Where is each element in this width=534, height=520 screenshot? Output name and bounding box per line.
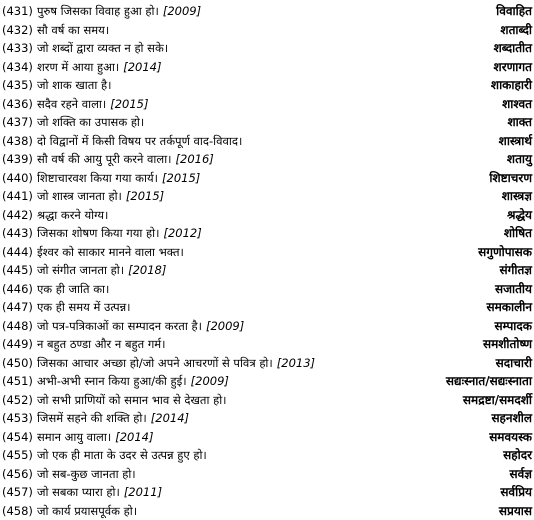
entry-number: (454) (2, 428, 33, 447)
entry-word: विवाहित (490, 2, 532, 21)
entry-text (2, 224, 202, 243)
entry-text (2, 335, 166, 354)
list-item (2, 428, 532, 447)
entry-number: (447) (2, 298, 33, 317)
entry-number: (439) (2, 150, 33, 169)
entry-text (2, 428, 153, 447)
entry-year: [2009] (206, 317, 244, 336)
entry-number: (449) (2, 335, 33, 354)
entry-word: श्रद्धेय (501, 206, 532, 225)
entry-word: सर्वप्रिय (494, 483, 532, 502)
entry-text (2, 280, 109, 299)
list-item (2, 465, 532, 484)
entry-word: शतायु (501, 150, 532, 169)
entry-definition: सौ वर्ष की आयु पूरी करने वाला। (37, 150, 172, 169)
entry-definition: जिसमें सहने की शक्ति हो। (37, 409, 147, 428)
entry-definition: जिसका शोषण किया गया हो। (37, 224, 160, 243)
entry-text (2, 446, 207, 465)
entry-word: शाक्त (501, 113, 532, 132)
entry-list (2, 2, 532, 520)
entry-number: (453) (2, 409, 33, 428)
list-item (2, 483, 532, 502)
list-item (2, 150, 532, 169)
list-item (2, 409, 532, 428)
entry-number: (458) (2, 502, 33, 520)
list-item (2, 224, 532, 243)
entry-text (2, 483, 162, 502)
entry-word: सजातीय (489, 280, 532, 299)
list-item (2, 2, 532, 21)
entry-number: (438) (2, 132, 33, 151)
entry-number: (432) (2, 21, 33, 40)
list-item (2, 95, 532, 114)
entry-year: [2009] (191, 372, 229, 391)
entry-definition: जो शास्त्र जानता हो। (37, 187, 122, 206)
list-item (2, 317, 532, 336)
entry-word: सगुणोपासक (472, 243, 532, 262)
entry-definition: अभी-अभी स्नान किया हुआ/की हुई। (37, 372, 187, 391)
entry-year: [2015] (110, 95, 148, 114)
entry-definition: जो शब्दों द्वारा व्यक्त न हो सके। (37, 39, 168, 58)
entry-number: (433) (2, 39, 33, 58)
entry-text (2, 261, 166, 280)
list-item (2, 354, 532, 373)
entry-word: समद्रष्टा/समदर्शी (457, 391, 532, 410)
entry-text (2, 391, 227, 410)
list-item (2, 187, 532, 206)
entry-word: सर्वज्ञ (504, 465, 532, 484)
entry-definition: ईश्वर को साकार मानने वाला भक्त। (37, 243, 184, 262)
entry-number: (431) (2, 2, 33, 21)
entry-word: समकालीन (480, 298, 532, 317)
entry-word: शाकाहारी (485, 76, 532, 95)
list-item (2, 113, 532, 132)
entry-text (2, 132, 242, 151)
entry-text (2, 354, 315, 373)
list-item (2, 502, 532, 520)
entry-definition: समान आयु वाला। (37, 428, 111, 447)
entry-word: सप्रयास (493, 502, 532, 520)
entry-text (2, 187, 164, 206)
entry-number: (443) (2, 224, 33, 243)
entry-number: (435) (2, 76, 33, 95)
entry-number: (452) (2, 391, 33, 410)
list-item (2, 335, 532, 354)
list-item (2, 76, 532, 95)
entry-word: सदाचारी (490, 354, 532, 373)
entry-text (2, 169, 200, 188)
entry-text (2, 21, 109, 40)
entry-definition: जो एक ही माता के उदर से उत्पन्न हुए हो। (37, 446, 207, 465)
list-item (2, 391, 532, 410)
entry-text (2, 206, 108, 225)
entry-number: (441) (2, 187, 33, 206)
entry-number: (442) (2, 206, 33, 225)
entry-definition: सदैव रहने वाला। (37, 95, 106, 114)
entry-number: (434) (2, 58, 33, 77)
entry-number: (440) (2, 169, 33, 188)
entry-definition: जो सब-कुछ जानता हो। (37, 465, 136, 484)
entry-text (2, 465, 136, 484)
entry-text (2, 317, 244, 336)
entry-year: [2014] (123, 58, 161, 77)
entry-year: [2015] (126, 187, 164, 206)
entry-number: (444) (2, 243, 33, 262)
entry-number: (450) (2, 354, 33, 373)
entry-definition: जो सबका प्यारा हो। (37, 483, 120, 502)
entry-definition: न बहुत ठण्डा और न बहुत गर्म। (37, 335, 166, 354)
entry-number: (448) (2, 317, 33, 336)
entry-word: सहोदर (497, 446, 532, 465)
entry-text (2, 372, 229, 391)
entry-word: समवयस्क (483, 428, 532, 447)
entry-definition: श्रद्धा करने योग्य। (37, 206, 108, 225)
entry-word: शास्त्रार्थ (493, 132, 532, 151)
entry-word: शाश्वत (496, 95, 532, 114)
list-item (2, 261, 532, 280)
list-item (2, 446, 532, 465)
entry-year: [2014] (115, 428, 153, 447)
list-item (2, 372, 532, 391)
entry-text (2, 76, 111, 95)
entry-definition: सौ वर्ष का समय। (37, 21, 109, 40)
entry-word: समशीतोष्ण (477, 335, 532, 354)
entry-definition: जो शाक खाता है। (37, 76, 112, 95)
entry-year: [2015] (162, 169, 200, 188)
entry-definition: एक ही समय में उत्पन्न। (37, 298, 131, 317)
entry-definition: पुरुष जिसका विवाह हुआ हो। (37, 2, 159, 21)
entry-text (2, 58, 162, 77)
entry-year: [2018] (128, 261, 166, 280)
list-item (2, 206, 532, 225)
list-item (2, 58, 532, 77)
entry-text (2, 95, 148, 114)
entry-word: शास्त्रज्ञ (496, 187, 532, 206)
entry-number: (445) (2, 261, 33, 280)
entry-definition: शरण में आया हुआ। (37, 58, 119, 77)
list-item (2, 280, 532, 299)
entry-definition: दो विद्वानों में किसी विषय पर तर्कपूर्ण वाद-विवाद। (37, 132, 242, 151)
entry-year: [2011] (124, 483, 162, 502)
entry-year: [2013] (277, 354, 315, 373)
entry-year: [2014] (151, 409, 189, 428)
entry-word: संगीतज्ञ (493, 261, 532, 280)
entry-word: सहनशील (485, 409, 532, 428)
entry-number: (451) (2, 372, 33, 391)
entry-definition: शिष्टाचारवश किया गया कार्य। (37, 169, 158, 188)
entry-number: (436) (2, 95, 33, 114)
entry-text (2, 243, 184, 262)
entry-word: शोषित (498, 224, 532, 243)
entry-word: शिष्टाचरण (483, 169, 532, 188)
entry-word: सद्यःस्नात/सद्यःस्नाता (440, 372, 532, 391)
entry-word: सम्पादक (489, 317, 532, 336)
entry-word: शब्दातीत (488, 39, 532, 58)
entry-number: (446) (2, 280, 33, 299)
list-item (2, 169, 532, 188)
entry-text (2, 409, 189, 428)
entry-number: (457) (2, 483, 33, 502)
entry-definition: एक ही जाति का। (37, 280, 109, 299)
list-item (2, 298, 532, 317)
list-item (2, 21, 532, 40)
entry-number: (455) (2, 446, 33, 465)
entry-definition: जिसका आचार अच्छा हो/जो अपने आचरणों से पवित्र हो। (37, 354, 273, 373)
entry-year: [2012] (163, 224, 201, 243)
entry-year: [2016] (176, 150, 214, 169)
entry-number: (456) (2, 465, 33, 484)
entry-word: शरणागत (488, 58, 532, 77)
entry-definition: जो शक्ति का उपासक हो। (37, 113, 144, 132)
list-item (2, 39, 532, 58)
entry-definition: जो कार्य प्रयासपूर्वक हो। (37, 502, 137, 520)
entry-year: [2009] (163, 2, 201, 21)
entry-text (2, 150, 214, 169)
entry-text (2, 298, 131, 317)
entry-text (2, 502, 137, 520)
entry-definition: जो संगीत जानता हो। (37, 261, 124, 280)
list-item (2, 132, 532, 151)
entry-text (2, 113, 144, 132)
entry-text (2, 39, 168, 58)
entry-definition: जो सभी प्राणियों को समान भाव से देखता हो। (37, 391, 227, 410)
entry-number: (437) (2, 113, 33, 132)
entry-definition: जो पत्र-पत्रिकाओं का सम्पादन करता है। (37, 317, 202, 336)
entry-text (2, 2, 201, 21)
entry-word: शताब्दी (494, 21, 532, 40)
list-item (2, 243, 532, 262)
